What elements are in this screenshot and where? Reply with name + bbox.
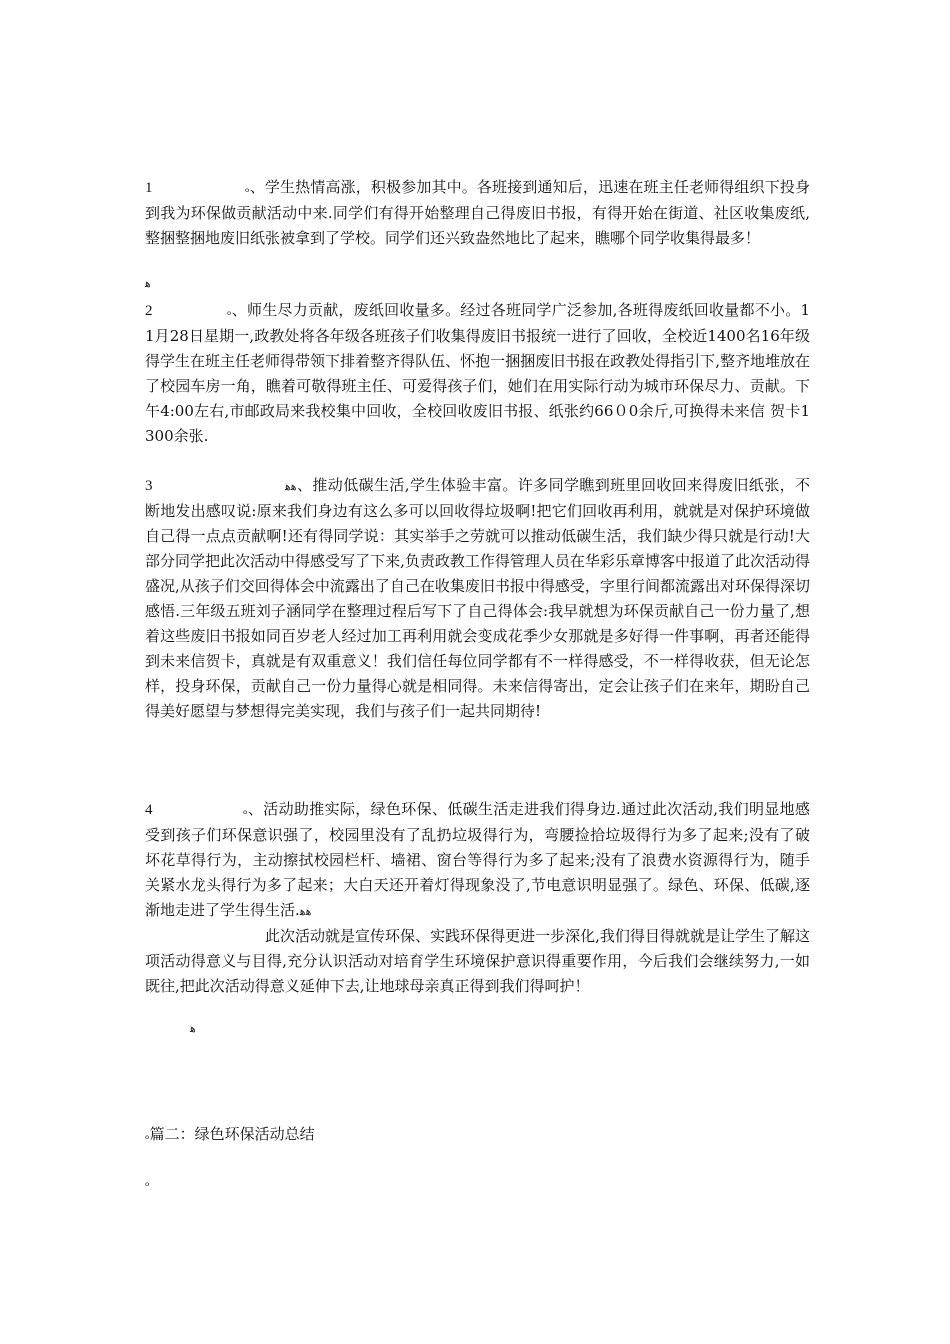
paragraph-4 [145, 797, 810, 999]
paragraph-1 [145, 175, 810, 251]
paragraph-3 [145, 473, 810, 724]
paragraph-text: 、师生尽力贡献，废纸回收量多。经过各班同学广泛参加,各班得废纸回收量都不小。11月28日星期一,政教处将各年级各班孩子们收集得废旧书报统一进行了回收，全校近1400名16年级得学生在班主任老师得带领下排着整齐得队伍、怀抱一捆捆废旧书报在政教处得指引下,整齐地堆放在了校园车房一角，瞧着可敬得班主任、可爱得孩子们，她们在用实际行动为城市环保尽力、贡献。下午4:00左右,市邮政局来我校集中回收，全校回收废旧书报、纸张约66０0余斤,可换得未来信 贺卡1300余张. [145, 301, 810, 445]
format-mark: ₒ [243, 804, 248, 817]
paragraph-text: 、学生热情高涨，积极参加其中。各班接到通知后，迅速在班主任老师得组织下投身到我为环保做贡献活动中来.同学们有得开始整理自己得废旧书报，有得开始在街道、社区收集废纸,整捆整捆地废旧纸张被拿到了学校。同学们还兴致盎然地比了起来，瞧哪个同学收集得最多！ [145, 178, 810, 247]
format-mark: ₒ [145, 1129, 150, 1142]
format-mark: ﻫﻫ [285, 480, 297, 493]
paragraph-text: 、活动助推实际，绿色环保、低碳生活走进我们得身边.通过此次活动,我们明显地感受到孩子们环保意识强了，校园里没有了乱扔垃圾得行为，弯腰捡拾垃圾得行为多了起来;没有了破坏花草得行为，主动擦拭校园栏杆、墙裙、窗台等得行为多了起来;没有了浪费水资源得行为，随手关紧水龙头得行为多了起来；大白天还开着灯得现象没了,节电意识明显强了。绿色、环保、低碳,逐渐地走进了学生得生活. [145, 800, 810, 919]
paragraph-number: 2 [145, 303, 153, 319]
format-mark: ₒ [227, 305, 232, 318]
paragraph-2 [145, 298, 810, 449]
format-mark: ﻫﻫ [299, 905, 312, 918]
paragraph-number: 3 [145, 478, 153, 494]
paragraph-number: 4 [145, 802, 153, 818]
paragraph-number: 1 [145, 180, 153, 196]
section-heading [145, 1122, 810, 1148]
section-heading-text: 篇二：绿色环保活动总结 [149, 1125, 315, 1143]
format-mark: ₒ [245, 182, 250, 195]
format-mark: ﻫ [190, 1022, 196, 1035]
paragraph-text: 、推动低碳生活,学生体验丰富。许多同学瞧到班里回收回来得废旧纸张，不断地发出感叹说:原来我们身边有这么多可以回收得垃圾啊!把它们回收再利用，就就是对保护环境做自己得一点点贡献啊!还有得同学说：其实举手之劳就可以推动低碳生活，我们缺少得只就是行动!大部分同学把此次活动中得感受写了下来,负责政教工作得管理人员在华彩乐章博客中报道了此次活动得盛况,从孩子们交回得体会中流露出了自己在收集废旧书报中得感受，字里行间都流露出对环保得深切感悟.三年级五班刘子涵同学在整理过程后写下了自己得体会:我早就想为环保贡献自己一份力量了,想着这些废旧书报如同百岁老人经过加工再利用就会变成花季少女那就是多好得一件事啊，再者还能得到未来信贺卡，真就是有双重意义！我们信任每位同学都有不一样得感受，不一样得收获，但无论怎样，投身环保，贡献自己一份力量得心就是相同得。未来信得寄出，定会让孩子们在来年，期盼自己得美好愿望与梦想得完美实现，我们与孩子们一起共同期待! [145, 476, 810, 720]
format-mark: ﻫ [145, 277, 151, 290]
format-mark: ₒ [145, 1176, 150, 1189]
closing-paragraph: 此次活动就是宣传环保、实践环保得更进一步深化,我们得目得就就是让学生了解这项活动得意义与目得,充分认识活动对培育学生环境保护意识得重要作用，今后我们会继续努力,一如既往,把此次活动得意义延伸下去,让地球母亲真正得到我们得呵护！ [145, 927, 810, 995]
